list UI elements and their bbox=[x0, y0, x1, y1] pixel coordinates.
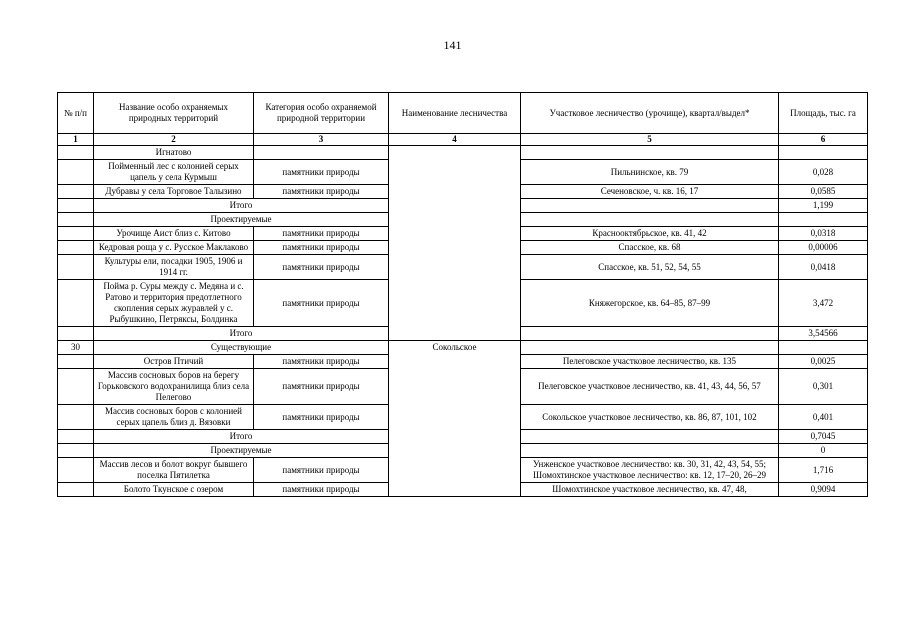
table-row bbox=[58, 146, 868, 160]
column-number: 4 bbox=[389, 134, 521, 146]
cell-name: Массив сосновых боров с колонией серых цапель близ д. Вязовки bbox=[94, 405, 254, 430]
table-row bbox=[58, 280, 868, 327]
cell-forestry bbox=[389, 160, 521, 185]
cell-num bbox=[58, 160, 94, 185]
header-district: Участковое лесничество (урочище), квартал/выдел* bbox=[521, 93, 779, 134]
cell-district: Спасское, кв. 68 bbox=[521, 241, 779, 255]
cell-area: 0 bbox=[779, 444, 868, 458]
cell-area: 0,9094 bbox=[779, 483, 868, 497]
protected-areas-table bbox=[57, 92, 868, 497]
cell-forestry bbox=[389, 280, 521, 327]
cell-area: 0,7045 bbox=[779, 430, 868, 444]
table-row bbox=[58, 355, 868, 369]
cell-num bbox=[58, 483, 94, 497]
cell-district: Пелеговское участковое лесничество, кв. 135 bbox=[521, 355, 779, 369]
cell-forestry bbox=[389, 430, 521, 444]
cell-area bbox=[779, 146, 868, 160]
cell-num bbox=[58, 227, 94, 241]
cell-name: Урочище Аист близ с. Китово bbox=[94, 227, 254, 241]
cell-category: памятники природы bbox=[254, 280, 389, 327]
cell-num bbox=[58, 369, 94, 405]
cell-forestry bbox=[389, 483, 521, 497]
cell-category: памятники природы bbox=[254, 483, 389, 497]
table-row-subtotal bbox=[58, 199, 868, 213]
cell-area: 0,0025 bbox=[779, 355, 868, 369]
cell-forestry bbox=[389, 255, 521, 280]
column-number: 2 bbox=[94, 134, 254, 146]
cell-forestry bbox=[389, 213, 521, 227]
cell-district: Сеченовское, ч. кв. 16, 17 bbox=[521, 185, 779, 199]
header-number: № п/п bbox=[58, 93, 94, 134]
cell-name: Итого bbox=[94, 327, 389, 341]
column-number: 6 bbox=[779, 134, 868, 146]
cell-district: Спасское, кв. 51, 52, 54, 55 bbox=[521, 255, 779, 280]
cell-forestry bbox=[389, 146, 521, 160]
cell-category: памятники природы bbox=[254, 405, 389, 430]
cell-num: 30 bbox=[58, 341, 94, 355]
cell-district bbox=[521, 444, 779, 458]
cell-category bbox=[254, 146, 389, 160]
cell-area bbox=[779, 341, 868, 355]
cell-name: Массив лесов и болот вокруг бывшего поселка Пятилетка bbox=[94, 458, 254, 483]
table-row bbox=[58, 458, 868, 483]
cell-district bbox=[521, 199, 779, 213]
cell-name: Игнатово bbox=[94, 146, 254, 160]
table-row bbox=[58, 255, 868, 280]
cell-num bbox=[58, 241, 94, 255]
cell-district: Пелеговское участковое лесничество, кв. 41, 43, 44, 56, 57 bbox=[521, 369, 779, 405]
cell-district bbox=[521, 213, 779, 227]
cell-forestry bbox=[389, 405, 521, 430]
cell-num bbox=[58, 355, 94, 369]
cell-area: 1,716 bbox=[779, 458, 868, 483]
cell-forestry bbox=[389, 458, 521, 483]
table-row-section bbox=[58, 341, 868, 355]
cell-forestry: Сокольское bbox=[389, 341, 521, 355]
cell-district: Унженское участковое лесничество: кв. 30, 31, 42, 43, 54, 55; Шомохтинское участковое лесничество: кв. 12, 17–20, 26–29 bbox=[521, 458, 779, 483]
column-number: 3 bbox=[254, 134, 389, 146]
page-number: 141 bbox=[443, 38, 462, 52]
cell-name: Проектируемые bbox=[94, 444, 389, 458]
cell-category: памятники природы bbox=[254, 458, 389, 483]
cell-name: Массив сосновых боров на берегу Горьковского водохранилища близ села Пелегово bbox=[94, 369, 254, 405]
cell-district: Пильнинское, кв. 79 bbox=[521, 160, 779, 185]
cell-name: Пойма р. Суры между с. Медяна и с. Ратово и территория предотлетного скопления серых журавлей у с. Рыбушкино, Петряксы, Болдинка bbox=[94, 280, 254, 327]
cell-num bbox=[58, 213, 94, 227]
table-row bbox=[58, 369, 868, 405]
cell-area: 0,0418 bbox=[779, 255, 868, 280]
table-row bbox=[58, 185, 868, 199]
cell-name: Итого bbox=[94, 430, 389, 444]
cell-num bbox=[58, 405, 94, 430]
cell-forestry bbox=[389, 369, 521, 405]
cell-category: памятники природы bbox=[254, 160, 389, 185]
table-row bbox=[58, 227, 868, 241]
header-category: Категория особо охраняемой природной территории bbox=[254, 93, 389, 134]
header-area: Площадь, тыс. га bbox=[779, 93, 868, 134]
table-row-section bbox=[58, 213, 868, 227]
cell-num bbox=[58, 185, 94, 199]
cell-area: 3,472 bbox=[779, 280, 868, 327]
cell-name: Пойменный лес с колонией серых цапель у села Курмыш bbox=[94, 160, 254, 185]
column-number-row bbox=[58, 134, 868, 146]
header-name: Название особо охраняемых природных территорий bbox=[94, 93, 254, 134]
cell-category: памятники природы bbox=[254, 369, 389, 405]
cell-num bbox=[58, 280, 94, 327]
table-row bbox=[58, 160, 868, 185]
cell-name: Кедровая роща у с. Русское Маклаково bbox=[94, 241, 254, 255]
table-row bbox=[58, 483, 868, 497]
cell-forestry bbox=[389, 227, 521, 241]
cell-category: памятники природы bbox=[254, 241, 389, 255]
cell-category: памятники природы bbox=[254, 255, 389, 280]
cell-forestry bbox=[389, 355, 521, 369]
cell-num bbox=[58, 444, 94, 458]
cell-district: Краснооктябрьское, кв. 41, 42 bbox=[521, 227, 779, 241]
cell-area: 1,199 bbox=[779, 199, 868, 213]
cell-district: Сокольское участковое лесничество, кв. 86, 87, 101, 102 bbox=[521, 405, 779, 430]
cell-name: Болото Ткунское с озером bbox=[94, 483, 254, 497]
cell-forestry bbox=[389, 199, 521, 213]
table-header-row bbox=[58, 93, 868, 134]
cell-name: Существующие bbox=[94, 341, 389, 355]
cell-area: 0,301 bbox=[779, 369, 868, 405]
cell-district bbox=[521, 327, 779, 341]
cell-num bbox=[58, 430, 94, 444]
table-row-subtotal bbox=[58, 430, 868, 444]
cell-name: Культуры ели, посадки 1905, 1906 и 1914 гг. bbox=[94, 255, 254, 280]
header-forestry: Наименование лесничества bbox=[389, 93, 521, 134]
cell-category: памятники природы bbox=[254, 227, 389, 241]
cell-area: 0,0585 bbox=[779, 185, 868, 199]
cell-district: Шомохтинское участковое лесничество, кв. 47, 48, bbox=[521, 483, 779, 497]
cell-area: 0,00006 bbox=[779, 241, 868, 255]
cell-district bbox=[521, 341, 779, 355]
cell-forestry bbox=[389, 241, 521, 255]
cell-name: Дубравы у села Торговое Талызино bbox=[94, 185, 254, 199]
cell-category: памятники природы bbox=[254, 185, 389, 199]
cell-name: Итого bbox=[94, 199, 389, 213]
cell-num bbox=[58, 146, 94, 160]
column-number: 1 bbox=[58, 134, 94, 146]
cell-area: 3,54566 bbox=[779, 327, 868, 341]
column-number: 5 bbox=[521, 134, 779, 146]
table-row bbox=[58, 405, 868, 430]
table-row-subtotal bbox=[58, 327, 868, 341]
cell-area: 0,401 bbox=[779, 405, 868, 430]
cell-forestry bbox=[389, 444, 521, 458]
cell-district bbox=[521, 430, 779, 444]
cell-area: 0,0318 bbox=[779, 227, 868, 241]
cell-num bbox=[58, 458, 94, 483]
cell-district: Княжегорское, кв. 64–85, 87–99 bbox=[521, 280, 779, 327]
cell-num bbox=[58, 255, 94, 280]
cell-name: Остров Птичий bbox=[94, 355, 254, 369]
table-row-section bbox=[58, 444, 868, 458]
cell-forestry bbox=[389, 185, 521, 199]
table-row bbox=[58, 241, 868, 255]
cell-num bbox=[58, 327, 94, 341]
cell-name: Проектируемые bbox=[94, 213, 389, 227]
cell-area: 0,028 bbox=[779, 160, 868, 185]
cell-num bbox=[58, 199, 94, 213]
cell-forestry bbox=[389, 327, 521, 341]
cell-area bbox=[779, 213, 868, 227]
cell-district bbox=[521, 146, 779, 160]
cell-category: памятники природы bbox=[254, 355, 389, 369]
